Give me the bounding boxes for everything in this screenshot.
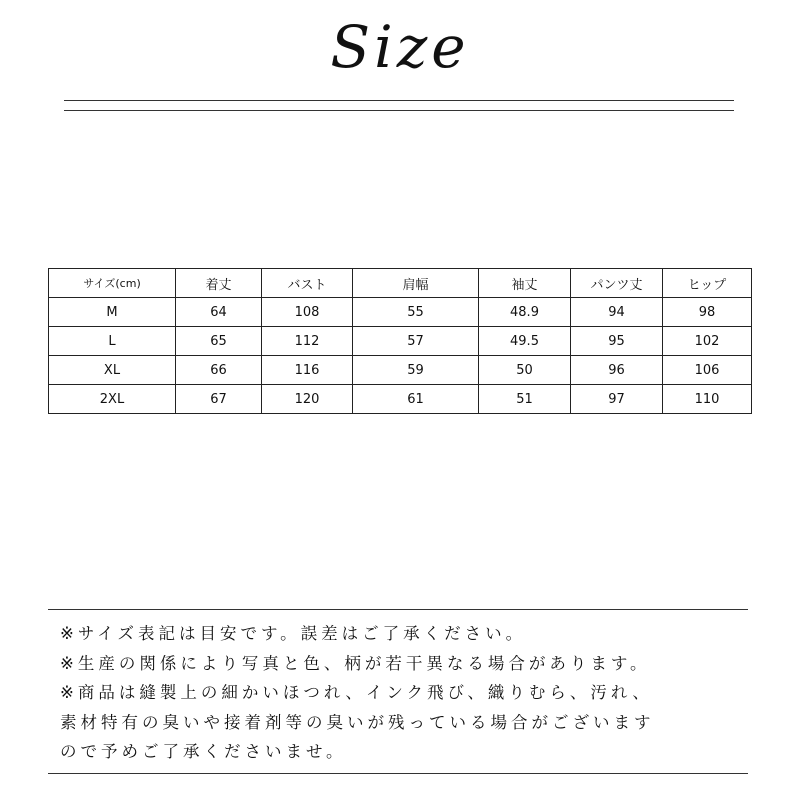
table-cell: 67: [176, 385, 262, 414]
table-cell: 108: [262, 298, 353, 327]
header-shoulder: 肩幅: [353, 269, 479, 298]
notes-block: [60, 619, 750, 767]
table-cell: 110: [663, 385, 752, 414]
table-row: [49, 356, 752, 385]
table-cell: 57: [353, 327, 479, 356]
notes-divider-bottom: [48, 773, 748, 774]
table-header-row: [49, 269, 752, 298]
table-cell: 65: [176, 327, 262, 356]
table-cell: 51: [479, 385, 571, 414]
note-line: ※商品は縫製上の細かいほつれ、インク飛び、織りむら、汚れ、: [60, 683, 653, 702]
table-cell: L: [49, 327, 176, 356]
table-cell: 61: [353, 385, 479, 414]
table-row: [49, 385, 752, 414]
table-cell: 120: [262, 385, 353, 414]
table-cell: 59: [353, 356, 479, 385]
table-row: [49, 298, 752, 327]
table-cell: 112: [262, 327, 353, 356]
table-cell: 66: [176, 356, 262, 385]
header-bust: バスト: [262, 269, 353, 298]
table-cell: 96: [571, 356, 663, 385]
table-cell: XL: [49, 356, 176, 385]
table-cell: 106: [663, 356, 752, 385]
page-title: Size: [330, 13, 470, 81]
table-cell: 48.9: [479, 298, 571, 327]
table-cell: 95: [571, 327, 663, 356]
header-hip: ヒップ: [663, 269, 752, 298]
table-cell: 49.5: [479, 327, 571, 356]
notes-divider-top: [48, 609, 748, 610]
note-line: ※サイズ表記は目安です。誤差はご了承ください。: [60, 624, 527, 643]
header-pants-length: パンツ丈: [571, 269, 663, 298]
table-cell: 97: [571, 385, 663, 414]
table-cell: 116: [262, 356, 353, 385]
title-divider-bottom: [64, 110, 734, 111]
table-cell: M: [49, 298, 176, 327]
table-cell: 55: [353, 298, 479, 327]
note-line: ※生産の関係により写真と色、柄が若干異なる場合があります。: [60, 653, 651, 673]
table-cell: 102: [663, 327, 752, 356]
title-divider-top: [64, 100, 734, 101]
header-sleeve: 袖丈: [479, 269, 571, 298]
note-line: ので予めご了承くださいませ。: [60, 742, 347, 761]
header-length: 着丈: [176, 269, 262, 298]
table-cell: 98: [663, 298, 752, 327]
table-cell: 50: [479, 356, 571, 385]
size-table: [48, 268, 752, 414]
header-size: サイズ(cm): [49, 269, 176, 298]
table-row: [49, 327, 752, 356]
note-line: 素材特有の臭いや接着剤等の臭いが残っている場合がございます: [60, 712, 655, 732]
table-cell: 2XL: [49, 385, 176, 414]
table-cell: 64: [176, 298, 262, 327]
table-cell: 94: [571, 298, 663, 327]
